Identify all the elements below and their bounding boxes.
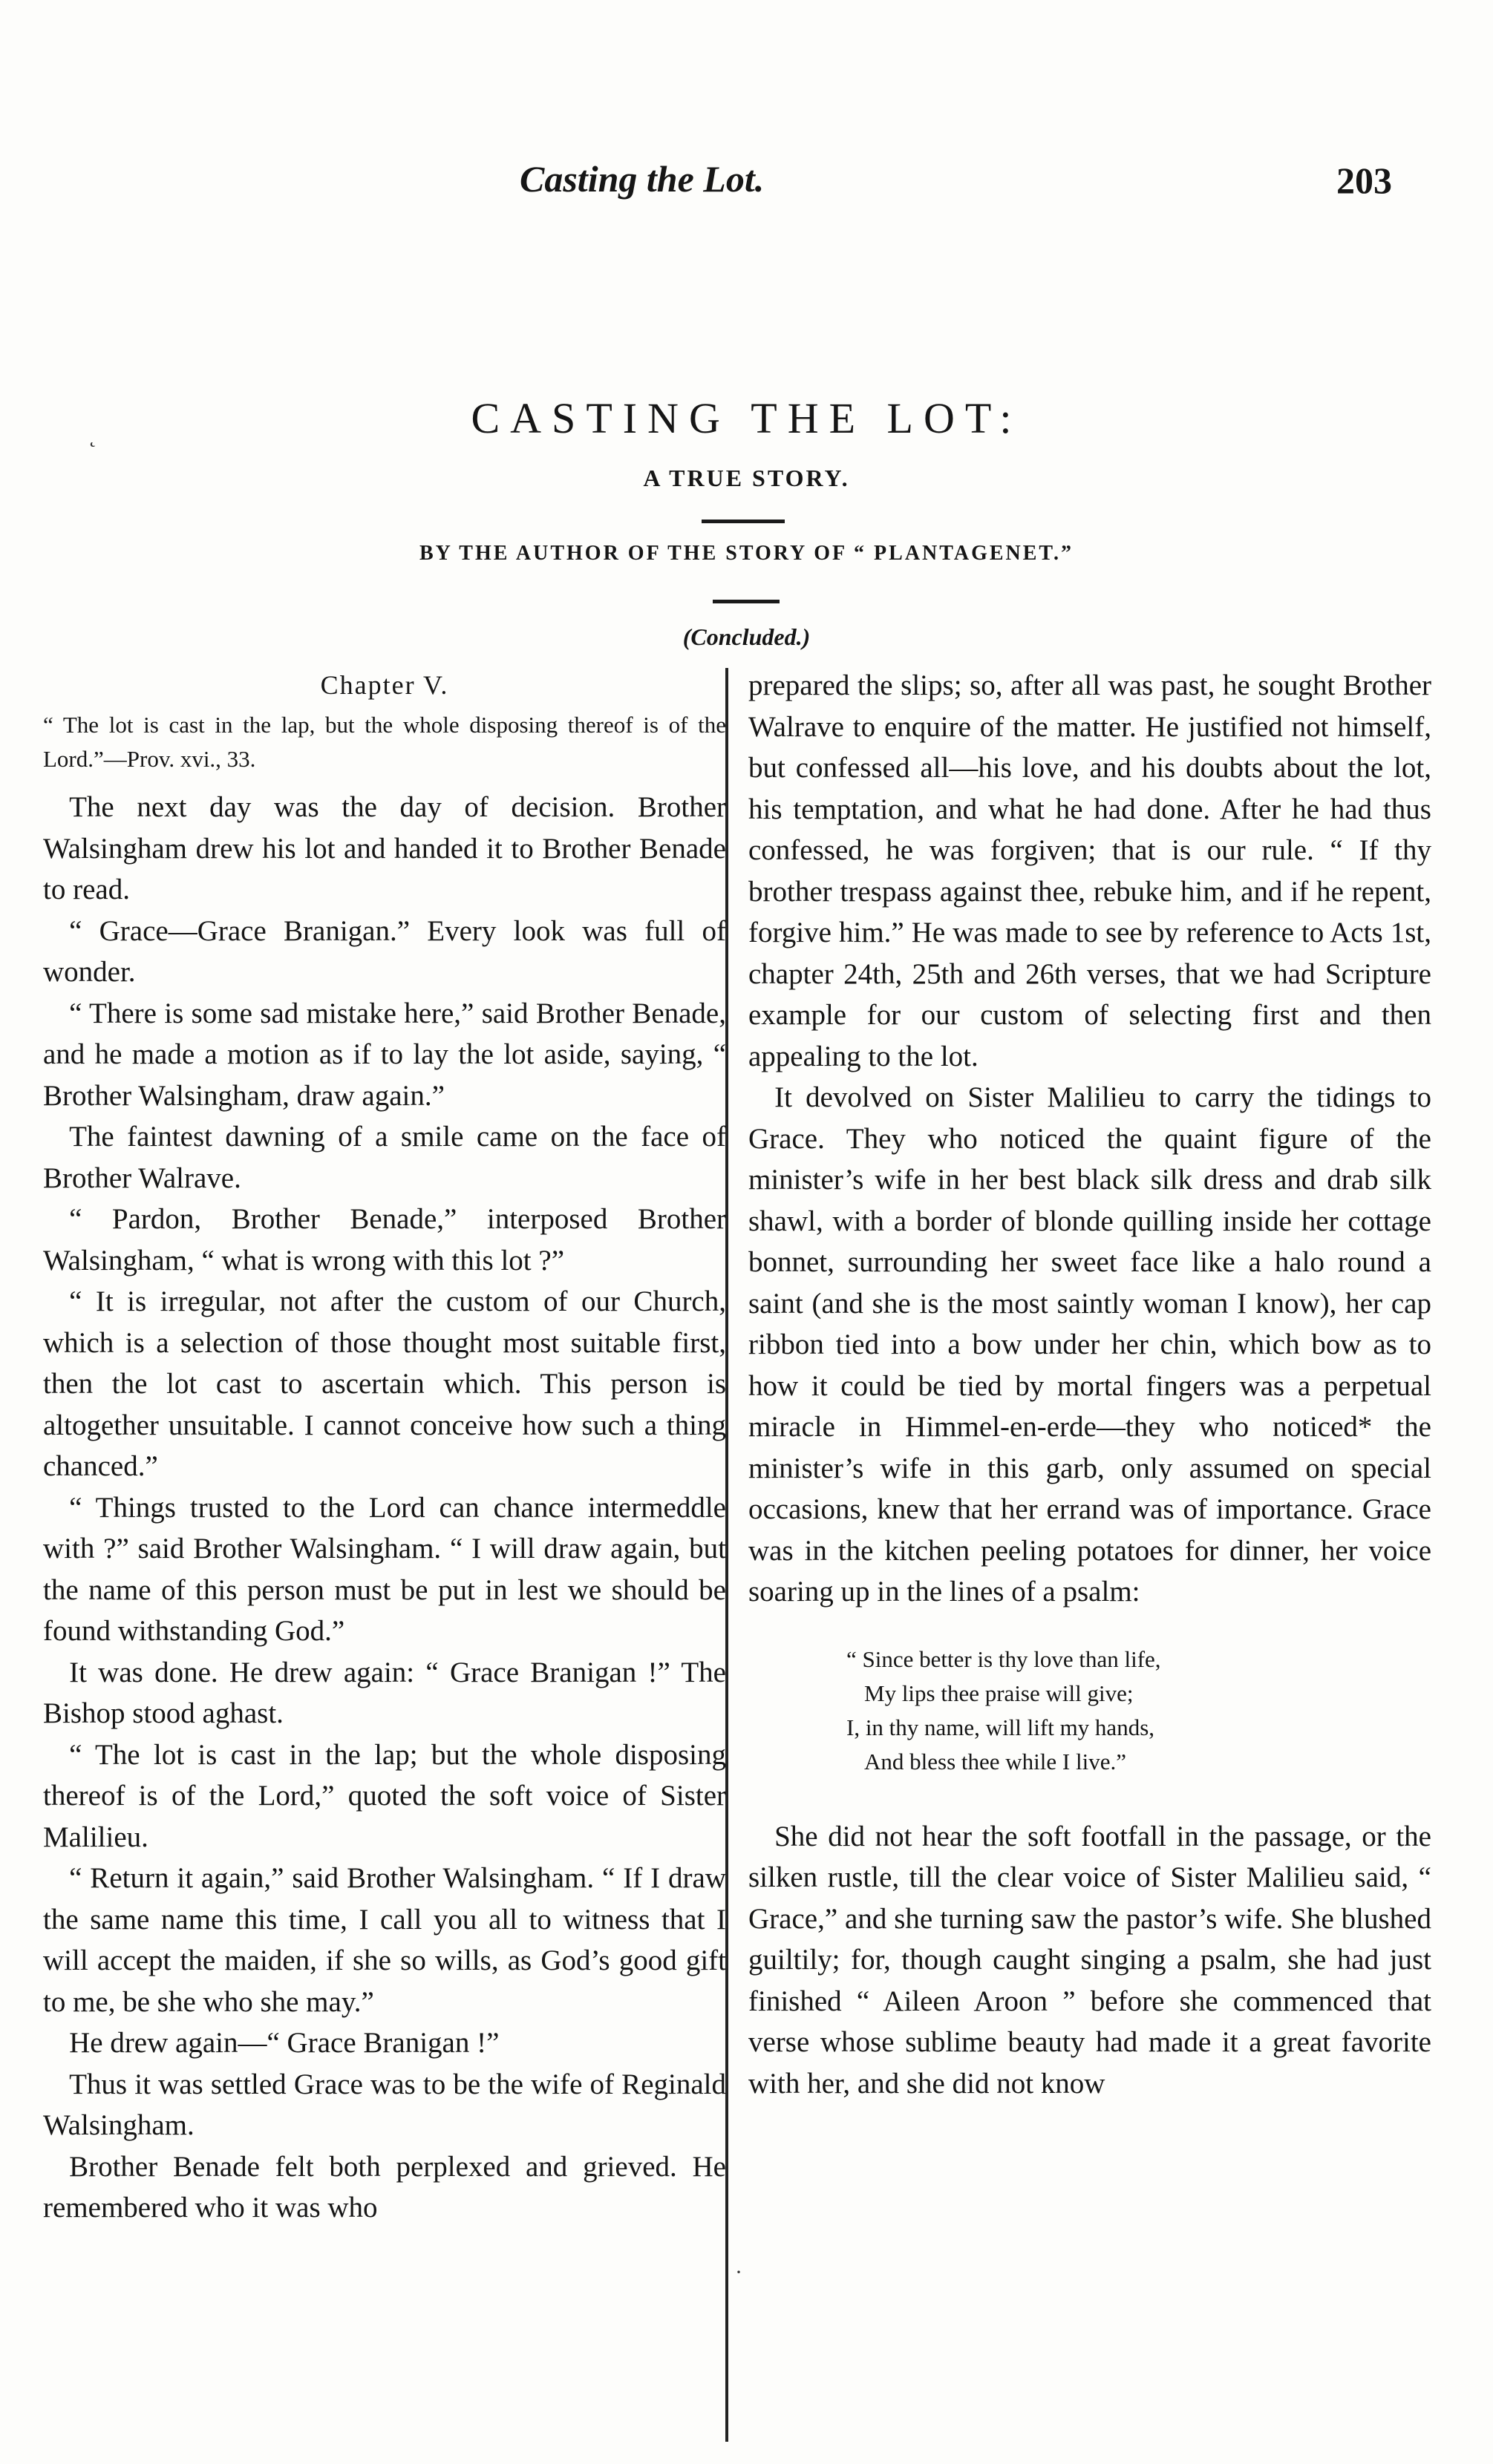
concluded-note: (Concluded.) <box>682 623 811 650</box>
paragraph: She did not hear the soft footfall in the passage, or the silken rustle, till the clear voice of Sister Malilieu said, “ Grace,” and she turning saw the pastor’s wife. She blushed guiltily; for, though caught singing a psalm, she had just finished “ Aileen Aroon ” before she commenced that verse whose sublime beauty had made it a great favorite with her, and she did not know <box>748 1820 1431 2100</box>
byline-rule <box>713 600 780 603</box>
psalm-verse <box>748 1642 1431 1779</box>
verse-line: And bless thee while I live.” <box>864 1748 1126 1775</box>
story-subtitle: A TRUE STORY. <box>643 465 850 491</box>
paragraph: “ Pardon, Brother Benade,” interposed Brother Walsingham, “ what is wrong with this lot ?” <box>43 1203 726 1277</box>
chapter-epigraph: “ The lot is cast in the lap, but the whole disposing thereof is of the Lord.”—Prov. xvi., 33. <box>43 712 726 772</box>
paragraph: Brother Benade felt both perplexed and grieved. He remembered who it was who <box>43 2150 726 2224</box>
right-column <box>748 665 1431 2104</box>
paragraph: The next day was the day of decision. Brother Walsingham drew his lot and handed it to Brother Benade to read. <box>43 791 726 905</box>
paragraph: “ Things trusted to the Lord can chance intermeddle with ?” said Brother Walsingham. “ I will draw again, but the name of this person must be put in lest we should be found withstanding God.” <box>43 1491 726 1647</box>
running-head: Casting the Lot. <box>520 158 765 200</box>
verse-line: I, in thy name, will lift my hands, <box>846 1714 1155 1740</box>
paragraph: “ Grace—Grace Branigan.” Every look was full of wonder. <box>43 914 726 988</box>
paragraph: “ It is irregular, not after the custom of our Church, which is a selection of those thought most suitable first, then the lot cast to ascertain which. This person is altogether unsuitable. I cannot conceive how such a thing chanced.” <box>43 1285 726 1482</box>
paragraph: The faintest dawning of a smile came on the face of Brother Walrave. <box>43 1121 726 1194</box>
paragraph: “ There is some sad mistake here,” said Brother Benade, and he made a motion as if to lay the lot aside, saying, “ Brother Walsingham, draw again.” <box>43 997 726 1112</box>
title-rule <box>702 520 785 523</box>
print-speck: ˛ <box>89 423 97 448</box>
chapter-heading: Chapter V. <box>320 670 449 700</box>
page-number: 203 <box>1336 160 1392 201</box>
paragraph: It devolved on Sister Malilieu to carry the tidings to Grace. They who noticed the quaint figure of the minister’s wife in her best black silk dress and drab silk shawl, with a border of blonde quilling inside her cottage bonnet, surrounding her sweet face like a halo round a saint (and she is the most saintly woman I know), her cap ribbon tied into a bow under her chin, which bow as to how it could be tied by mortal fingers was a perpetual miracle in Himmel-en-erde—they who noticed* the minister’s wife in this garb, only assumed on special occasions, knew that her errand was of importance. Grace was in the kitchen peeling potatoes for dinner, her voice soaring up in the lines of a psalm: <box>748 1081 1431 1608</box>
paragraph: “ The lot is cast in the lap; but the whole disposing thereof is of the Lord,” quoted the soft voice of Sister Malilieu. <box>43 1738 726 1853</box>
paragraph: “ Return it again,” said Brother Walsingham. “ If I draw the same name this time, I call you all to witness that I will accept the maiden, if she so wills, as God’s good gift to me, be she who she may.” <box>43 1862 726 2018</box>
verse-line: “ Since better is thy love than life, <box>846 1645 1161 1672</box>
story-title: CASTING THE LOT: <box>471 394 1022 442</box>
verse-line: My lips thee praise will give; <box>864 1680 1134 1706</box>
paragraph: Thus it was settled Grace was to be the wife of Reginald Walsingham. <box>43 2068 726 2141</box>
paragraph: prepared the slips; so, after all was past, he sought Brother Walrave to enquire of the matter. He justified not himself, but confessed all—his love, and his doubts about the lot, his temptation, and what he had done. After he had thus confessed, he was forgiven; that is our rule. “ If thy brother trespass against thee, rebuke him, and if he repent, forgive him.” He was made to see by reference to Acts 1st, chapter 24th, 25th and 26th verses, that we had Scripture example for our custom of selecting first and then appealing to the lot. <box>748 669 1431 1072</box>
paragraph: It was done. He drew again: “ Grace Branigan !” The Bishop stood aghast. <box>43 1656 726 1729</box>
print-speck: · <box>735 2260 742 2284</box>
left-column <box>43 665 726 2229</box>
paragraph: He drew again—“ Grace Branigan !” <box>69 2027 500 2059</box>
byline: BY THE AUTHOR OF THE STORY OF “ PLANTAGENET.” <box>419 542 1074 565</box>
